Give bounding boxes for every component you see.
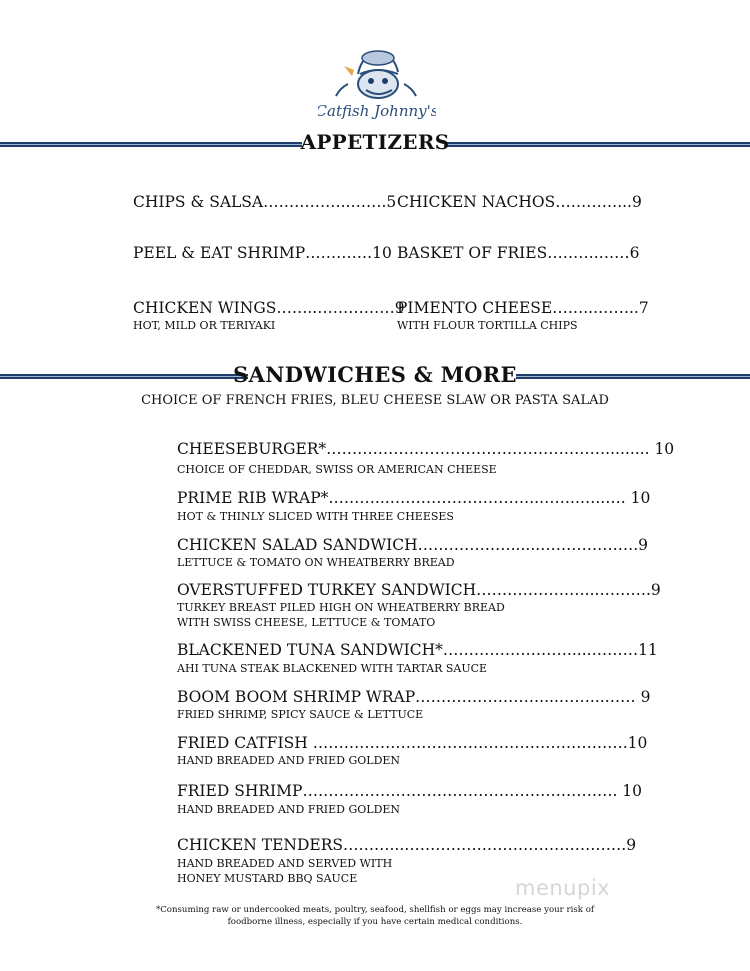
brand-name: Catfish Johnny's: [318, 102, 436, 120]
menu-item-chicken-nachos: CHICKEN NACHOS…………...9: [397, 193, 642, 211]
menu-item-description: TURKEY BREAST PILED HIGH ON WHEATBERRY BREAD: [177, 601, 505, 614]
section-title-appetizers: APPETIZERS: [300, 130, 450, 154]
menu-item-chips-salsa: CHIPS & SALSA……………..…….5: [133, 193, 397, 211]
menu-item-basket-of-fries: BASKET OF FRIES……….……6: [397, 244, 640, 262]
menu-item-description: HONEY MUSTARD BBQ SAUCE: [177, 872, 358, 885]
menu-item-fried-shrimp: FRIED SHRIMP……………………………………………………. 10: [177, 782, 643, 800]
menu-item-description: WITH SWISS CHEESE, LETTUCE & TOMATO: [177, 616, 436, 629]
menu-item-pimento-cheese: PIMENTO CHEESE……...……..7: [397, 299, 649, 317]
disclaimer-line: foodborne illness, especially if you have certain medical conditions.: [227, 917, 523, 927]
menu-item-description: HOT, MILD OR TERIYAKI: [133, 319, 276, 332]
menu-item-description: CHOICE OF CHEDDAR, SWISS OR AMERICAN CHEESE: [177, 463, 497, 476]
catfish-mascot-icon: [318, 44, 436, 128]
menu-item-cheeseburger: CHEESEBURGER*………………………………………………......... 10: [177, 440, 675, 458]
sandwiches-banner: [0, 362, 750, 392]
health-disclaimer: [140, 904, 610, 928]
menu-item-description: LETTUCE & TOMATO ON WHEATBERRY BREAD: [177, 556, 455, 569]
menu-item-blackened-tuna-sandwich: BLACKENED TUNA SANDWICH*…………………….....………11: [177, 641, 658, 659]
menu-item-description: HAND BREADED AND FRIED GOLDEN: [177, 754, 401, 767]
appetizers-banner: [0, 129, 750, 159]
menu-item-chicken-salad-sandwich: CHICKEN SALAD SANDWICH………………......……………….9: [177, 536, 648, 554]
sides-choice-note: CHOICE OF FRENCH FRIES, BLEU CHEESE SLAW OR PASTA SALAD: [141, 393, 609, 408]
menu-item-description: WITH FLOUR TORTILLA CHIPS: [397, 319, 578, 332]
menu-item-description: HAND BREADED AND SERVED WITH: [177, 857, 393, 870]
menu-item-chicken-tenders: CHICKEN TENDERS………...…………………………………….9: [177, 836, 637, 854]
menu-item-peel-eat-shrimp: PEEL & EAT SHRIMP………….10: [133, 244, 392, 262]
menu-item-boom-boom-shrimp-wrap: BOOM BOOM SHRIMP WRAP……………………....……...…… 9: [177, 688, 651, 706]
watermark: menupix: [515, 876, 611, 900]
section-title-sandwiches: SANDWICHES & MORE: [233, 362, 517, 387]
menu-item-chicken-wings: CHICKEN WINGS……..……………9: [133, 299, 405, 317]
menu-item-prime-rib-wrap: PRIME RIB WRAP*………...………………………..……..…..…. 10: [177, 489, 651, 507]
menu-item-description: FRIED SHRIMP, SPICY SAUCE & LETTUCE: [177, 708, 424, 721]
menu-item-description: HAND BREADED AND FRIED GOLDEN: [177, 803, 401, 816]
menu-item-description: AHI TUNA STEAK BLACKENED WITH TARTAR SAUCE: [177, 662, 488, 675]
menu-item-fried-catfish: FRIED CATFISH …………………………………………………….10: [177, 734, 648, 752]
disclaimer-line: *Consuming raw or undercooked meats, poultry, seafood, shellfish or eggs may increase your risk of: [155, 905, 595, 915]
menu-item-overstuffed-turkey-sandwich: OVERSTUFFED TURKEY SANDWICH…………………...……….9: [177, 581, 661, 599]
menu-item-description: HOT & THINLY SLICED WITH THREE CHEESES: [177, 510, 454, 523]
